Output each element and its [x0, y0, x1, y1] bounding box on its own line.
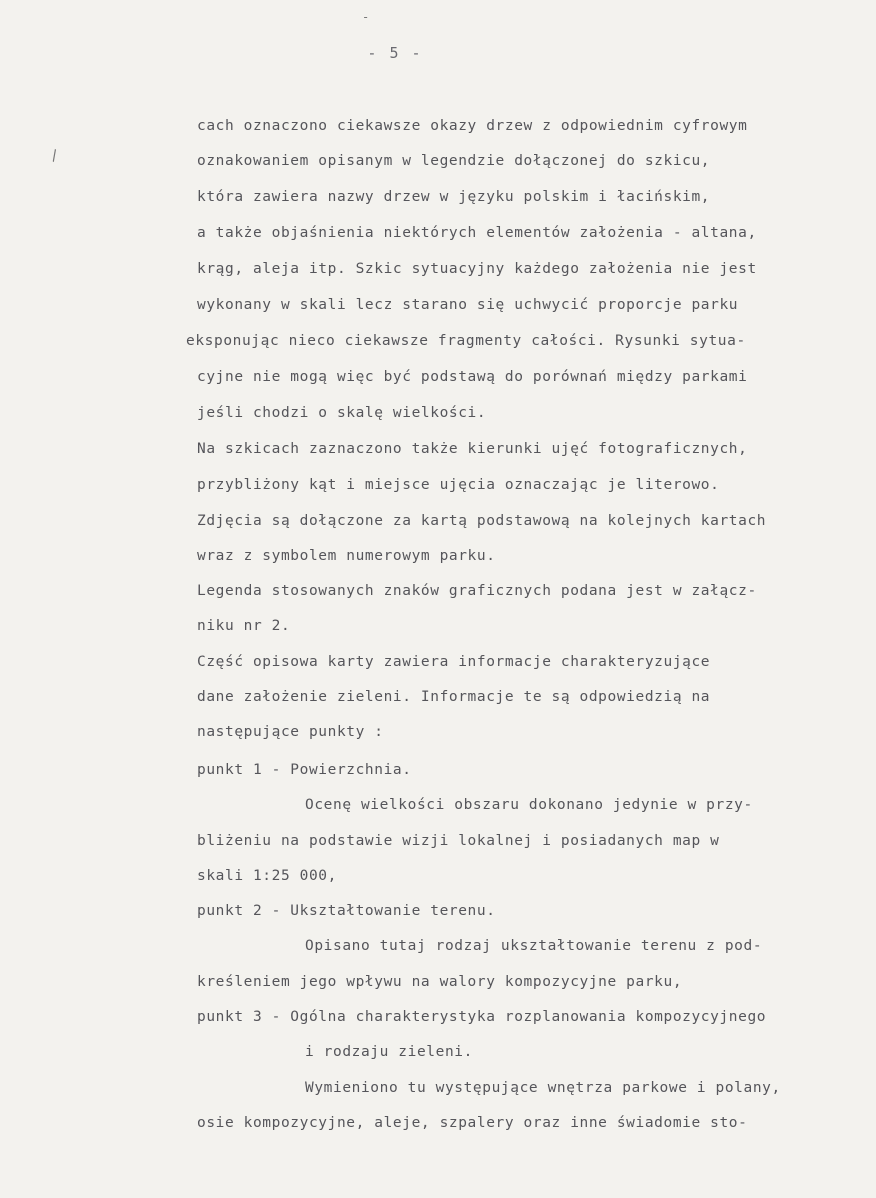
text-line: Opisano tutaj rodzaj ukształtowanie terenu z pod- [305, 938, 763, 954]
margin-mark: \ [46, 147, 63, 165]
text-line: cach oznaczono ciekawsze okazy drzew z odpowiednim cyfrowym [197, 118, 748, 134]
text-line: oznakowaniem opisanym w legendzie dołączonej do szkicu, [197, 153, 711, 169]
page-number: - 5 - [367, 44, 423, 62]
text-line: eksponując nieco ciekawsze fragmenty całości. Rysunki sytua- [186, 333, 746, 349]
text-line: jeśli chodzi o skalę wielkości. [197, 405, 487, 421]
text-line: krąg, aleja itp. Szkic sytuacyjny każdego założenia nie jest [197, 261, 757, 277]
text-line: Na szkicach zaznaczono także kierunki ujęć fotograficznych, [197, 441, 748, 457]
text-line: punkt 1 - Powierzchnia. [197, 762, 412, 778]
text-line: punkt 3 - Ogólna charakterystyka rozplanowania kompozycyjnego [197, 1009, 767, 1025]
text-line: i rodzaju zieleni. [305, 1044, 473, 1060]
text-line: a także objaśnienia niektórych elementów założenia - altana, [197, 225, 757, 241]
text-line: Wymieniono tu występujące wnętrza parkowe i polany, [305, 1080, 781, 1096]
text-line: skali 1:25 000, [197, 868, 337, 884]
text-line: która zawiera nazwy drzew w języku polskim i łacińskim, [197, 189, 711, 205]
text-line: Część opisowa karty zawiera informacje charakteryzujące [197, 654, 711, 670]
text-line: cyjne nie mogą więc być podstawą do porównań między parkami [197, 369, 748, 385]
text-line: kreśleniem jego wpływu na walory kompozycyjne parku, [197, 974, 683, 990]
text-line: osie kompozycyjne, aleje, szpalery oraz inne świadomie sto- [197, 1115, 748, 1131]
text-line: następujące punkty : [197, 724, 384, 740]
text-line: niku nr 2. [197, 618, 291, 634]
text-line: wykonany w skali lecz starano się uchwycić proporcje parku [197, 297, 739, 313]
text-line: przybliżony kąt i miejsce ujęcia oznaczając je literowo. [197, 477, 720, 493]
header-mark: - [362, 10, 370, 24]
text-line: bliżeniu na podstawie wizji lokalnej i posiadanych map w [197, 833, 720, 849]
text-line: dane założenie zieleni. Informacje te są odpowiedzią na [197, 689, 711, 705]
text-line: Ocenę wielkości obszaru dokonano jedynie w przy- [305, 797, 753, 813]
text-line: punkt 2 - Ukształtowanie terenu. [197, 903, 496, 919]
text-line: Zdjęcia są dołączone za kartą podstawową na kolejnych kartach [197, 513, 767, 529]
text-line: Legenda stosowanych znaków graficznych podana jest w załącz- [197, 583, 757, 599]
text-line: wraz z symbolem numerowym parku. [197, 548, 496, 564]
